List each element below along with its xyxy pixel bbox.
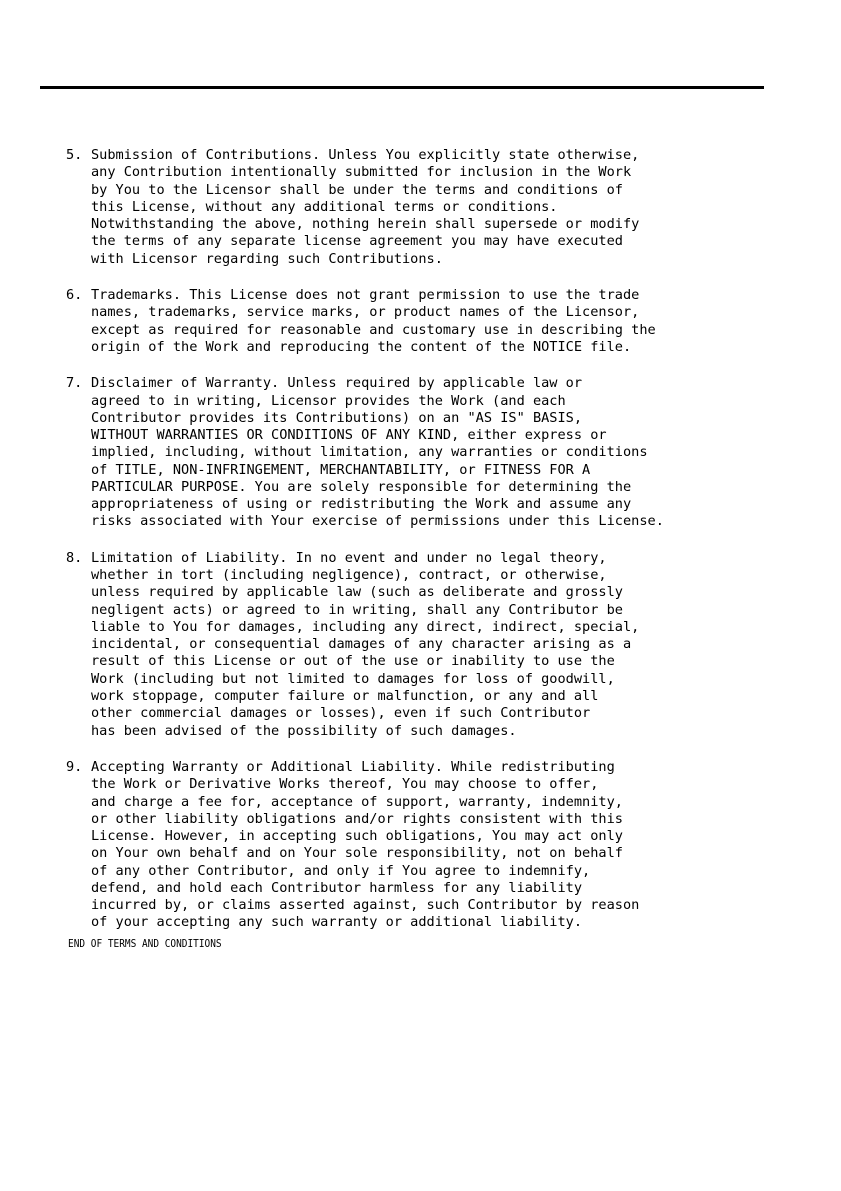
clause-line: the terms of any separate license agreement you may have executed	[91, 233, 623, 250]
clause-line: of your accepting any such warranty or additional liability.	[91, 914, 583, 931]
clause-line: Notwithstanding the above, nothing herein shall supersede or modify	[91, 216, 640, 233]
clause-line: incurred by, or claims asserted against, such Contributor by reason	[91, 897, 640, 914]
clause-line: Disclaimer of Warranty. Unless required by applicable law or	[91, 375, 583, 392]
clause-text	[91, 550, 706, 740]
clause-line: Limitation of Liability. In no event and under no legal theory,	[91, 549, 607, 566]
clause-line: result of this License or out of the use or inability to use the	[91, 653, 615, 670]
clause-line: work stoppage, computer failure or malfunction, or any and all	[91, 688, 599, 704]
clause-line: has been advised of the possibility of such damages.	[91, 722, 517, 739]
clause-line: the Work or Derivative Works thereof, You may choose to offer,	[91, 776, 599, 793]
clause-line: on Your own behalf and on Your sole responsibility, not on behalf	[91, 845, 623, 862]
clause-line: License. However, in accepting such obligations, You may act only	[91, 828, 623, 845]
clause-line: names, trademarks, service marks, or product names of the Licensor,	[91, 304, 640, 321]
clause-line: unless required by applicable law (such as deliberate and grossly	[91, 584, 623, 601]
clause-text	[91, 147, 706, 268]
clause-8-limitation-of-liability	[66, 550, 706, 740]
clause-7-disclaimer-of-warranty	[66, 375, 706, 530]
clause-number: 6.	[66, 287, 83, 304]
clause-line: agreed to in writing, Licensor provides the Work (and each	[91, 392, 566, 409]
clause-line: WITHOUT WARRANTIES OR CONDITIONS OF ANY KIND, either express or	[91, 427, 607, 444]
clause-text	[91, 287, 706, 356]
clause-line: of any other Contributor, and only if You agree to indemnify,	[91, 862, 591, 879]
clause-line: appropriateness of using or redistributing the Work and assume any	[91, 496, 632, 513]
clause-line: except as required for reasonable and customary use in describing the	[91, 321, 656, 338]
clause-line: Trademarks. This License does not grant permission to use the trade	[91, 287, 640, 304]
clause-9-accepting-warranty	[66, 759, 706, 932]
header-rule	[40, 86, 764, 89]
clause-number: 7.	[66, 375, 83, 392]
clause-5-submission-of-contributions	[66, 147, 706, 268]
clause-number: 9.	[66, 758, 83, 775]
end-of-terms-note: END OF TERMS AND CONDITIONS	[68, 938, 222, 950]
clause-line: Accepting Warranty or Additional Liability. While redistributing	[91, 758, 615, 775]
clause-line: defend, and hold each Contributor harmless for any liability	[91, 879, 583, 896]
clause-line: PARTICULAR PURPOSE. You are solely responsible for determining the	[91, 478, 632, 495]
clause-line: any Contribution intentionally submitted for inclusion in the Work	[91, 164, 632, 181]
clause-text	[91, 375, 706, 530]
clause-line: and charge a fee for, acceptance of support, warranty, indemnity,	[91, 793, 623, 810]
clause-line: with Licensor regarding such Contributions.	[91, 250, 443, 267]
clause-line: negligent acts) or agreed to in writing, shall any Contributor be	[91, 601, 623, 618]
license-clauses	[66, 147, 706, 951]
clause-line: Submission of Contributions. Unless You explicitly state otherwise,	[91, 147, 640, 163]
clause-line: origin of the Work and reproducing the content of the NOTICE file.	[91, 338, 632, 355]
clause-line: incidental, or consequential damages of any character arising as a	[91, 636, 632, 653]
clause-line: implied, including, without limitation, any warranties or conditions	[91, 444, 648, 461]
clause-line: liable to You for damages, including any direct, indirect, special,	[91, 618, 640, 635]
clause-text	[91, 759, 706, 932]
clause-line: other commercial damages or losses), even if such Contributor	[91, 705, 591, 722]
clause-line: whether in tort (including negligence), contract, or otherwise,	[91, 567, 607, 584]
clause-6-trademarks	[66, 287, 706, 356]
clause-line: by You to the Licensor shall be under the terms and conditions of	[91, 181, 623, 198]
clause-line: Work (including but not limited to damages for loss of goodwill,	[91, 670, 615, 687]
clause-line: of TITLE, NON-INFRINGEMENT, MERCHANTABILITY, or FITNESS FOR A	[91, 461, 591, 478]
clause-number: 8.	[66, 549, 83, 566]
clause-number: 5.	[66, 147, 83, 163]
clause-line: Contributor provides its Contributions) on an "AS IS" BASIS,	[91, 409, 583, 426]
clause-line: this License, without any additional terms or conditions.	[91, 198, 558, 215]
clause-line: or other liability obligations and/or rights consistent with this	[91, 810, 623, 827]
clause-line: risks associated with Your exercise of permissions under this License.	[91, 513, 664, 530]
